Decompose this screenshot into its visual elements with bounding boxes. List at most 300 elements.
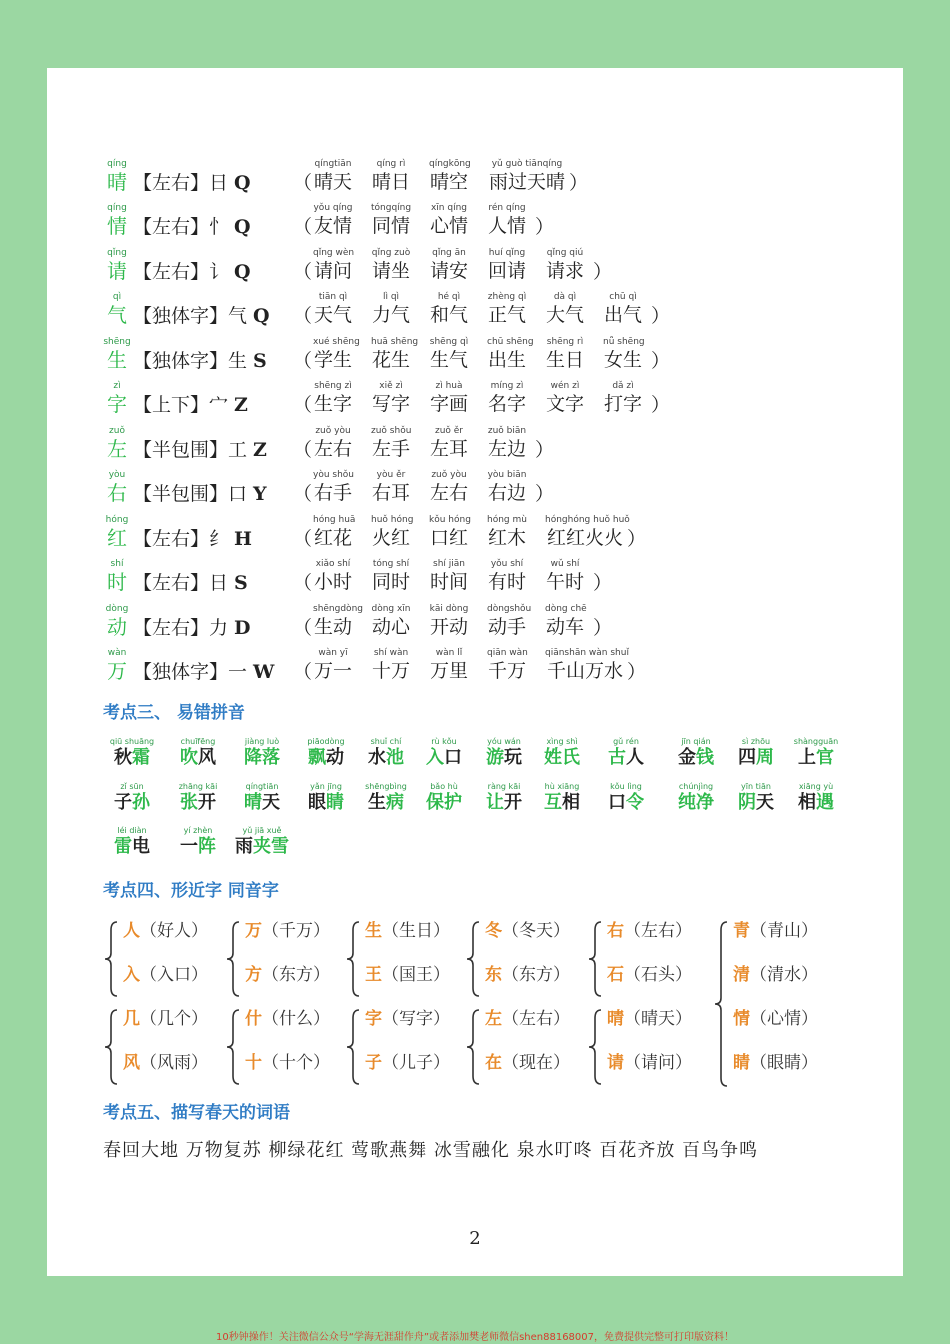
word-part-a: 上: [798, 747, 816, 768]
word: [545, 247, 585, 283]
word: [313, 380, 353, 416]
pinyin-letter: D: [234, 617, 251, 639]
char-info: [133, 571, 248, 595]
char-row: [103, 291, 863, 335]
word-pinyin: jiàng luò: [244, 737, 280, 746]
group-word: （现在）: [502, 1053, 570, 1073]
word-text: 时间: [429, 571, 468, 593]
word-text: 友情: [313, 215, 352, 237]
word-pinyin: míng zì: [490, 381, 524, 391]
group-word: （晴天）: [624, 1009, 692, 1029]
page-number: 2: [469, 1228, 481, 1249]
word-pinyin: wén zì: [550, 381, 580, 391]
word-pinyin: yóu wán: [487, 737, 521, 746]
word-text: 左耳: [429, 438, 468, 460]
paren-open: （: [293, 305, 313, 327]
word-part-a: 姓: [544, 747, 562, 768]
word-text: 千山万水: [546, 660, 623, 682]
word-part-b: 护: [444, 792, 462, 813]
word-text: 生字: [313, 393, 352, 415]
headword-pinyin: hóng: [105, 515, 129, 525]
word-pinyin: yǒu qíng: [313, 203, 353, 213]
word-pinyin: lì qì: [382, 292, 400, 302]
headword-char: 左: [107, 437, 127, 461]
word-pinyin: yí zhèn: [183, 826, 213, 835]
word: [371, 247, 411, 283]
word-pinyin: piāodòng: [307, 737, 345, 746]
headword: [103, 514, 131, 550]
word-text: [533, 792, 591, 814]
word-text: 生动: [313, 616, 352, 638]
word-text: 请求: [545, 260, 584, 282]
radical: 一: [228, 661, 248, 683]
word: [429, 202, 469, 238]
word-pinyin: yòu ěr: [376, 470, 406, 480]
word: [487, 514, 527, 550]
char-row: [103, 647, 863, 691]
pinyin-letter: Q: [234, 261, 251, 283]
word-pinyin: kāi dòng: [429, 604, 469, 614]
word-pinyin: yǔ guò tiānqíng: [491, 159, 563, 169]
group-word: （请问）: [624, 1053, 692, 1073]
word: [429, 380, 469, 416]
word-part-a: 金: [678, 747, 696, 768]
group-char: 方: [245, 965, 262, 985]
pinyin-word: [727, 781, 785, 814]
pinyin-word: [169, 825, 227, 858]
char-group: [225, 1002, 345, 1090]
word: [313, 558, 353, 594]
group-word: （冬天）: [502, 921, 570, 941]
word-text: 学生: [313, 349, 352, 371]
headword-pinyin: shēng: [103, 337, 131, 347]
word-part-a: 一: [180, 836, 198, 857]
group-char: 入: [123, 965, 140, 985]
word: [313, 291, 353, 327]
word-pinyin: zǐ sūn: [120, 782, 144, 791]
group-word: （儿子）: [382, 1053, 450, 1073]
group-char: 冬: [485, 921, 502, 941]
headword-pinyin: zuǒ: [109, 426, 125, 436]
structure: 【上下】: [133, 394, 210, 416]
group-item: [365, 920, 450, 942]
paren-close: ）: [651, 305, 671, 327]
word-text: 左手: [371, 438, 410, 460]
word-part-b: 官: [816, 747, 834, 768]
group-item: [607, 1008, 692, 1030]
word-pinyin: hóng mù: [487, 515, 527, 525]
word-pinyin: kǒu lìng: [610, 782, 642, 791]
group-item: [365, 1052, 450, 1074]
word-pinyin: qíngkōng: [429, 159, 471, 169]
headword: [103, 380, 131, 416]
group-char: 字: [365, 1009, 382, 1029]
word-pinyin: tiān qì: [318, 292, 348, 302]
group-char: 风: [123, 1053, 140, 1073]
word-part-b: 落: [262, 747, 280, 768]
char-info: [133, 660, 274, 684]
word-text: 生气: [429, 349, 468, 371]
group-char: 在: [485, 1053, 502, 1073]
word-pinyin: qǐng ān: [432, 248, 466, 258]
word-text: 心情: [429, 215, 468, 237]
word-text: [233, 747, 291, 769]
word-text: 红花: [313, 527, 352, 549]
pinyin-letter: W: [253, 661, 275, 683]
paren-open: （: [293, 216, 313, 238]
pinyin-word: [169, 781, 227, 814]
word: [487, 247, 527, 283]
word: [545, 291, 585, 327]
headword-pinyin: shí: [110, 559, 124, 569]
headword-pinyin: qíng: [107, 159, 127, 169]
pinyin-word: [533, 736, 591, 769]
word-pinyin: jīn qián: [681, 737, 711, 746]
word: [371, 291, 411, 327]
paren-close: ）: [535, 483, 555, 505]
pinyin-word: [297, 781, 355, 814]
pinyin-word: [475, 736, 533, 769]
brace-icon: [587, 1008, 603, 1086]
word-part-b: 池: [386, 747, 404, 768]
structure: 【独体字】: [133, 350, 229, 372]
structure: 【半包围】: [133, 483, 229, 505]
char-group: [713, 914, 833, 1090]
group-char: 晴: [607, 1009, 624, 1029]
word-text: 花生: [371, 349, 410, 371]
word-pinyin: zuǒ yòu: [431, 470, 467, 480]
structure: 【左右】: [133, 216, 210, 238]
headword: [103, 425, 131, 461]
char-info: [133, 527, 252, 551]
word-pinyin: shuǐ chí: [370, 737, 402, 746]
headword-pinyin: dòng: [105, 604, 129, 614]
paren-open: （: [293, 661, 313, 683]
word-pinyin: tóngqíng: [371, 203, 412, 213]
word-text: [667, 792, 725, 814]
word-text: [169, 836, 227, 858]
word-part-b: 阵: [198, 836, 216, 857]
brace-icon: [713, 920, 729, 1088]
word-pinyin: yǎn jīng: [310, 782, 342, 791]
headword: [103, 603, 131, 639]
word: [371, 425, 411, 461]
pinyin-letter: S: [234, 572, 248, 594]
word-text: 动手: [487, 616, 526, 638]
word-pinyin: xué shēng: [313, 337, 360, 347]
group-word: （左右）: [624, 921, 692, 941]
headword-char: 红: [107, 526, 127, 550]
pinyin-word: [667, 736, 725, 769]
pinyin-word: [727, 736, 785, 769]
headword-pinyin: qì: [112, 292, 122, 302]
word: [487, 291, 527, 327]
word-pinyin: shí jiān: [433, 559, 465, 569]
word: [313, 514, 356, 550]
headword: [103, 247, 131, 283]
word-part-a: 生: [368, 792, 386, 813]
word-part-a: 水: [368, 747, 386, 768]
brace-icon: [465, 920, 481, 998]
group-char: 青: [733, 921, 750, 941]
pinyin-word: [787, 781, 845, 814]
section4-title: 考点四、形近字 同音字: [103, 881, 279, 901]
headword-char: 时: [107, 570, 127, 594]
word-part-a: 互: [544, 792, 562, 813]
headword-pinyin: wàn: [107, 648, 127, 658]
paren-open: （: [293, 572, 313, 594]
word-pinyin: qiānshān wàn shuǐ: [545, 648, 629, 658]
headword-char: 生: [107, 348, 127, 372]
group-char: 左: [485, 1009, 502, 1029]
char-group: [345, 914, 465, 1002]
word-text: 力气: [371, 304, 410, 326]
word-part-a: 让: [486, 792, 504, 813]
word: [603, 291, 643, 327]
word-pinyin: hù xiāng: [544, 782, 580, 791]
group-item: [365, 1008, 450, 1030]
radical: 纟: [209, 528, 229, 550]
char-group: [587, 914, 707, 1002]
char-group: [345, 1002, 465, 1090]
word-pinyin: dà qì: [553, 292, 577, 302]
word-text: [103, 836, 161, 858]
radical: 力: [209, 617, 229, 639]
radical: 日: [209, 172, 229, 194]
word-part-a: 口: [608, 792, 626, 813]
word-part-b: 风: [198, 747, 216, 768]
word-text: 写字: [371, 393, 410, 415]
word-pinyin: hóng huā: [313, 515, 356, 525]
word-text: 文字: [545, 393, 584, 415]
headword: [103, 647, 131, 683]
word: [545, 603, 585, 639]
group-item: [485, 1008, 570, 1030]
word: [429, 291, 469, 327]
word: [371, 558, 411, 594]
word-pinyin: qǐng zuò: [371, 248, 411, 258]
paren-close: ）: [593, 261, 613, 283]
word: [313, 158, 353, 194]
word-part-a: 保: [426, 792, 444, 813]
char-group: [587, 1002, 707, 1090]
word: [487, 469, 527, 505]
word-part-b: 电: [132, 836, 150, 857]
word-pinyin: xiě zì: [379, 381, 403, 391]
word-text: 回请: [487, 260, 526, 282]
char-group: [465, 914, 585, 1002]
group-item: [123, 964, 208, 986]
group-word: （几个）: [140, 1009, 208, 1029]
group-word: （东方）: [502, 965, 570, 985]
char-row: [103, 603, 863, 647]
word-pinyin: zì huà: [435, 381, 463, 391]
word-part-a: 晴: [244, 792, 262, 813]
structure: 【独体字】: [133, 305, 229, 327]
group-item: [245, 920, 330, 942]
char-info: [133, 304, 270, 328]
char-row: [103, 425, 863, 469]
char-row: [103, 558, 863, 602]
word-pinyin: zuǒ shǒu: [371, 426, 412, 436]
word-pinyin: xìng shì: [546, 737, 578, 746]
paren-open: （: [293, 350, 313, 372]
word-text: 正气: [487, 304, 526, 326]
group-char: 万: [245, 921, 262, 941]
word: [429, 647, 469, 683]
group-char: 情: [733, 1009, 750, 1029]
char-group: [225, 914, 345, 1002]
word-part-b: 霜: [132, 747, 150, 768]
pinyin-letter: Y: [253, 483, 267, 505]
group-item: [733, 1052, 818, 1074]
pinyin-word: [357, 781, 415, 814]
paren-close: ）: [627, 528, 647, 550]
pinyin-word: [103, 781, 161, 814]
word: [487, 558, 527, 594]
paren-open: （: [293, 261, 313, 283]
headword-char: 情: [107, 214, 127, 238]
word-text: [169, 792, 227, 814]
worksheet-page: [47, 68, 903, 1276]
word-text: [727, 792, 785, 814]
word: [313, 425, 353, 461]
char-info: [133, 215, 251, 239]
group-char: 东: [485, 965, 502, 985]
brace-icon: [103, 1008, 119, 1086]
group-item: [245, 1052, 330, 1074]
pinyin-letter: H: [234, 528, 252, 550]
group-char: 石: [607, 965, 624, 985]
word-text: 天气: [313, 304, 352, 326]
word-text: [103, 792, 161, 814]
word-text: 晴空: [429, 171, 468, 193]
word-pinyin: xīn qíng: [430, 203, 468, 213]
brace-icon: [345, 920, 361, 998]
headword-char: 万: [107, 659, 127, 683]
word: [371, 158, 411, 194]
word: [545, 514, 630, 550]
char-info: [133, 260, 251, 284]
word-text: 动车: [545, 616, 584, 638]
word-text: 红红火火: [546, 527, 623, 549]
word-pinyin: zhāng kāi: [178, 782, 218, 791]
word-part-b: 氏: [562, 747, 580, 768]
word-text: [787, 792, 845, 814]
group-word: （风雨）: [140, 1053, 208, 1073]
word-pinyin: chū shēng: [487, 337, 534, 347]
word-pinyin: shēng zì: [314, 381, 352, 391]
char-info: [133, 482, 267, 506]
structure: 【左右】: [133, 528, 210, 550]
char-info: [133, 438, 267, 462]
group-word: （石头）: [624, 965, 692, 985]
word-text: 红木: [487, 527, 526, 549]
paren-open: （: [293, 172, 313, 194]
word-pinyin: hónghóng huǒ huǒ: [545, 515, 630, 525]
group-char: 睛: [733, 1053, 750, 1073]
structure: 【左右】: [133, 172, 210, 194]
word-pinyin: rén qíng: [488, 203, 526, 213]
word: [429, 247, 469, 283]
group-item: [607, 964, 692, 986]
word-pinyin: zuǒ biān: [487, 426, 527, 436]
brace-icon: [345, 1008, 361, 1086]
word-text: 晴天: [313, 171, 352, 193]
word-part-b: 夹雪: [253, 836, 289, 857]
word: [545, 558, 585, 594]
word-text: 万里: [429, 660, 468, 682]
word: [429, 603, 469, 639]
word-part-a: 秋: [114, 747, 132, 768]
char-row: [103, 469, 863, 513]
group-item: [245, 964, 330, 986]
radical: 工: [228, 439, 248, 461]
section5-title: 考点五、描写春天的词语: [103, 1103, 290, 1123]
word-pinyin: shēng qì: [429, 337, 469, 347]
word: [313, 336, 360, 372]
structure: 【左右】: [133, 617, 210, 639]
word-text: 十万: [371, 660, 410, 682]
pinyin-word: [533, 781, 591, 814]
word-text: [727, 747, 785, 769]
word-text: 出气: [603, 304, 642, 326]
word-pinyin: qǐng qiú: [546, 248, 584, 258]
paren-close: ）: [569, 172, 589, 194]
word-text: 有时: [487, 571, 526, 593]
word-text: 出生: [487, 349, 526, 371]
group-word: （什么）: [262, 1009, 330, 1029]
word-text: 右边: [487, 482, 526, 504]
char-row: [103, 336, 863, 380]
word-text: 请坐: [371, 260, 410, 282]
group-item: [245, 1008, 330, 1030]
headword-pinyin: zì: [113, 381, 121, 391]
char-row: [103, 380, 863, 424]
word-text: 大气: [545, 304, 584, 326]
group-char: 十: [245, 1053, 262, 1073]
word: [313, 603, 363, 639]
word-part-b: 净: [696, 792, 714, 813]
paren-close: ）: [535, 439, 555, 461]
word-pinyin: xiāng yù: [798, 782, 834, 791]
word-part-a: 入: [426, 747, 444, 768]
paren-close: ）: [651, 350, 671, 372]
word-text: 同情: [371, 215, 410, 237]
pinyin-letter: Q: [234, 216, 251, 238]
word: [487, 425, 527, 461]
word-pinyin: wàn yī: [318, 648, 348, 658]
paren-open: （: [293, 439, 313, 461]
headword: [103, 202, 131, 238]
word: [371, 202, 411, 238]
pinyin-letter: Q: [234, 172, 251, 194]
group-word: （东方）: [262, 965, 330, 985]
word-text: [357, 792, 415, 814]
group-word: （国王）: [382, 965, 450, 985]
footer-banner: 10秒钟操作！关注微信公众号“学海无涯甜作舟”或者添加樊老师微信shen88168007，免费提供完整可打印版资料！: [215, 1332, 735, 1343]
char-row: [103, 514, 863, 558]
word-part-b: 开: [198, 792, 216, 813]
pinyin-word: [233, 825, 291, 858]
group-char: 清: [733, 965, 750, 985]
word-text: 女生: [603, 349, 642, 371]
paren-close: ）: [627, 661, 647, 683]
word-pinyin: shí wàn: [373, 648, 409, 658]
group-char: 请: [607, 1053, 624, 1073]
word-part-a: 飘: [308, 747, 326, 768]
word-part-a: 眼: [308, 792, 326, 813]
